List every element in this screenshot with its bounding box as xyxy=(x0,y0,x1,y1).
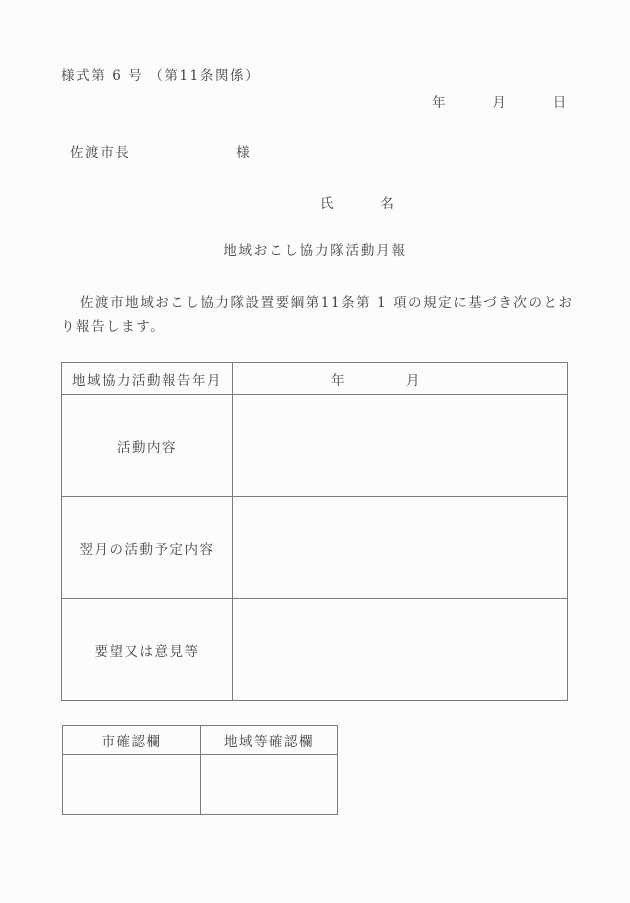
row-value-requests-opinions[interactable] xyxy=(233,599,568,701)
confirm-header-community: 地域等確認欄 xyxy=(201,726,338,755)
table-row xyxy=(62,395,568,497)
confirm-cell-community[interactable] xyxy=(201,755,338,815)
table-row xyxy=(62,599,568,701)
confirm-cell-city[interactable] xyxy=(63,755,201,815)
date-line: 年 月 日 xyxy=(432,95,568,111)
row-label-next-month-plan: 翌月の活動予定内容 xyxy=(62,497,233,599)
row-label-activity-content: 活動内容 xyxy=(62,395,233,497)
row-label-requests-opinions: 要望又は意見等 xyxy=(62,599,233,701)
confirm-header-city: 市確認欄 xyxy=(63,726,201,755)
table-row xyxy=(63,726,338,755)
row-label-report-month: 地域協力活動報告年月 xyxy=(62,363,233,395)
row-value-report-month[interactable] xyxy=(233,363,568,395)
addressee-line: 佐渡市長 様 xyxy=(70,145,252,161)
report-month-value: 年 月 xyxy=(331,372,421,389)
table-row xyxy=(62,497,568,599)
body-paragraph-line-2: り報告します。 xyxy=(61,319,166,335)
row-value-activity-content[interactable] xyxy=(233,395,568,497)
table-row xyxy=(63,755,338,815)
body-paragraph xyxy=(61,291,573,339)
table-row xyxy=(62,363,568,395)
activity-report-table xyxy=(61,362,568,701)
name-field-label: 氏 名 xyxy=(320,196,396,212)
row-value-next-month-plan[interactable] xyxy=(233,497,568,599)
form-number: 様式第 6 号 （第11条関係） xyxy=(61,68,261,84)
document-title: 地域おこし協力隊活動月報 xyxy=(223,243,407,259)
body-paragraph-line-1: 佐渡市地域おこし協力隊設置要綱第11条第 1 項の規定に基づき次のとお xyxy=(80,295,574,311)
confirmation-table xyxy=(62,725,338,815)
